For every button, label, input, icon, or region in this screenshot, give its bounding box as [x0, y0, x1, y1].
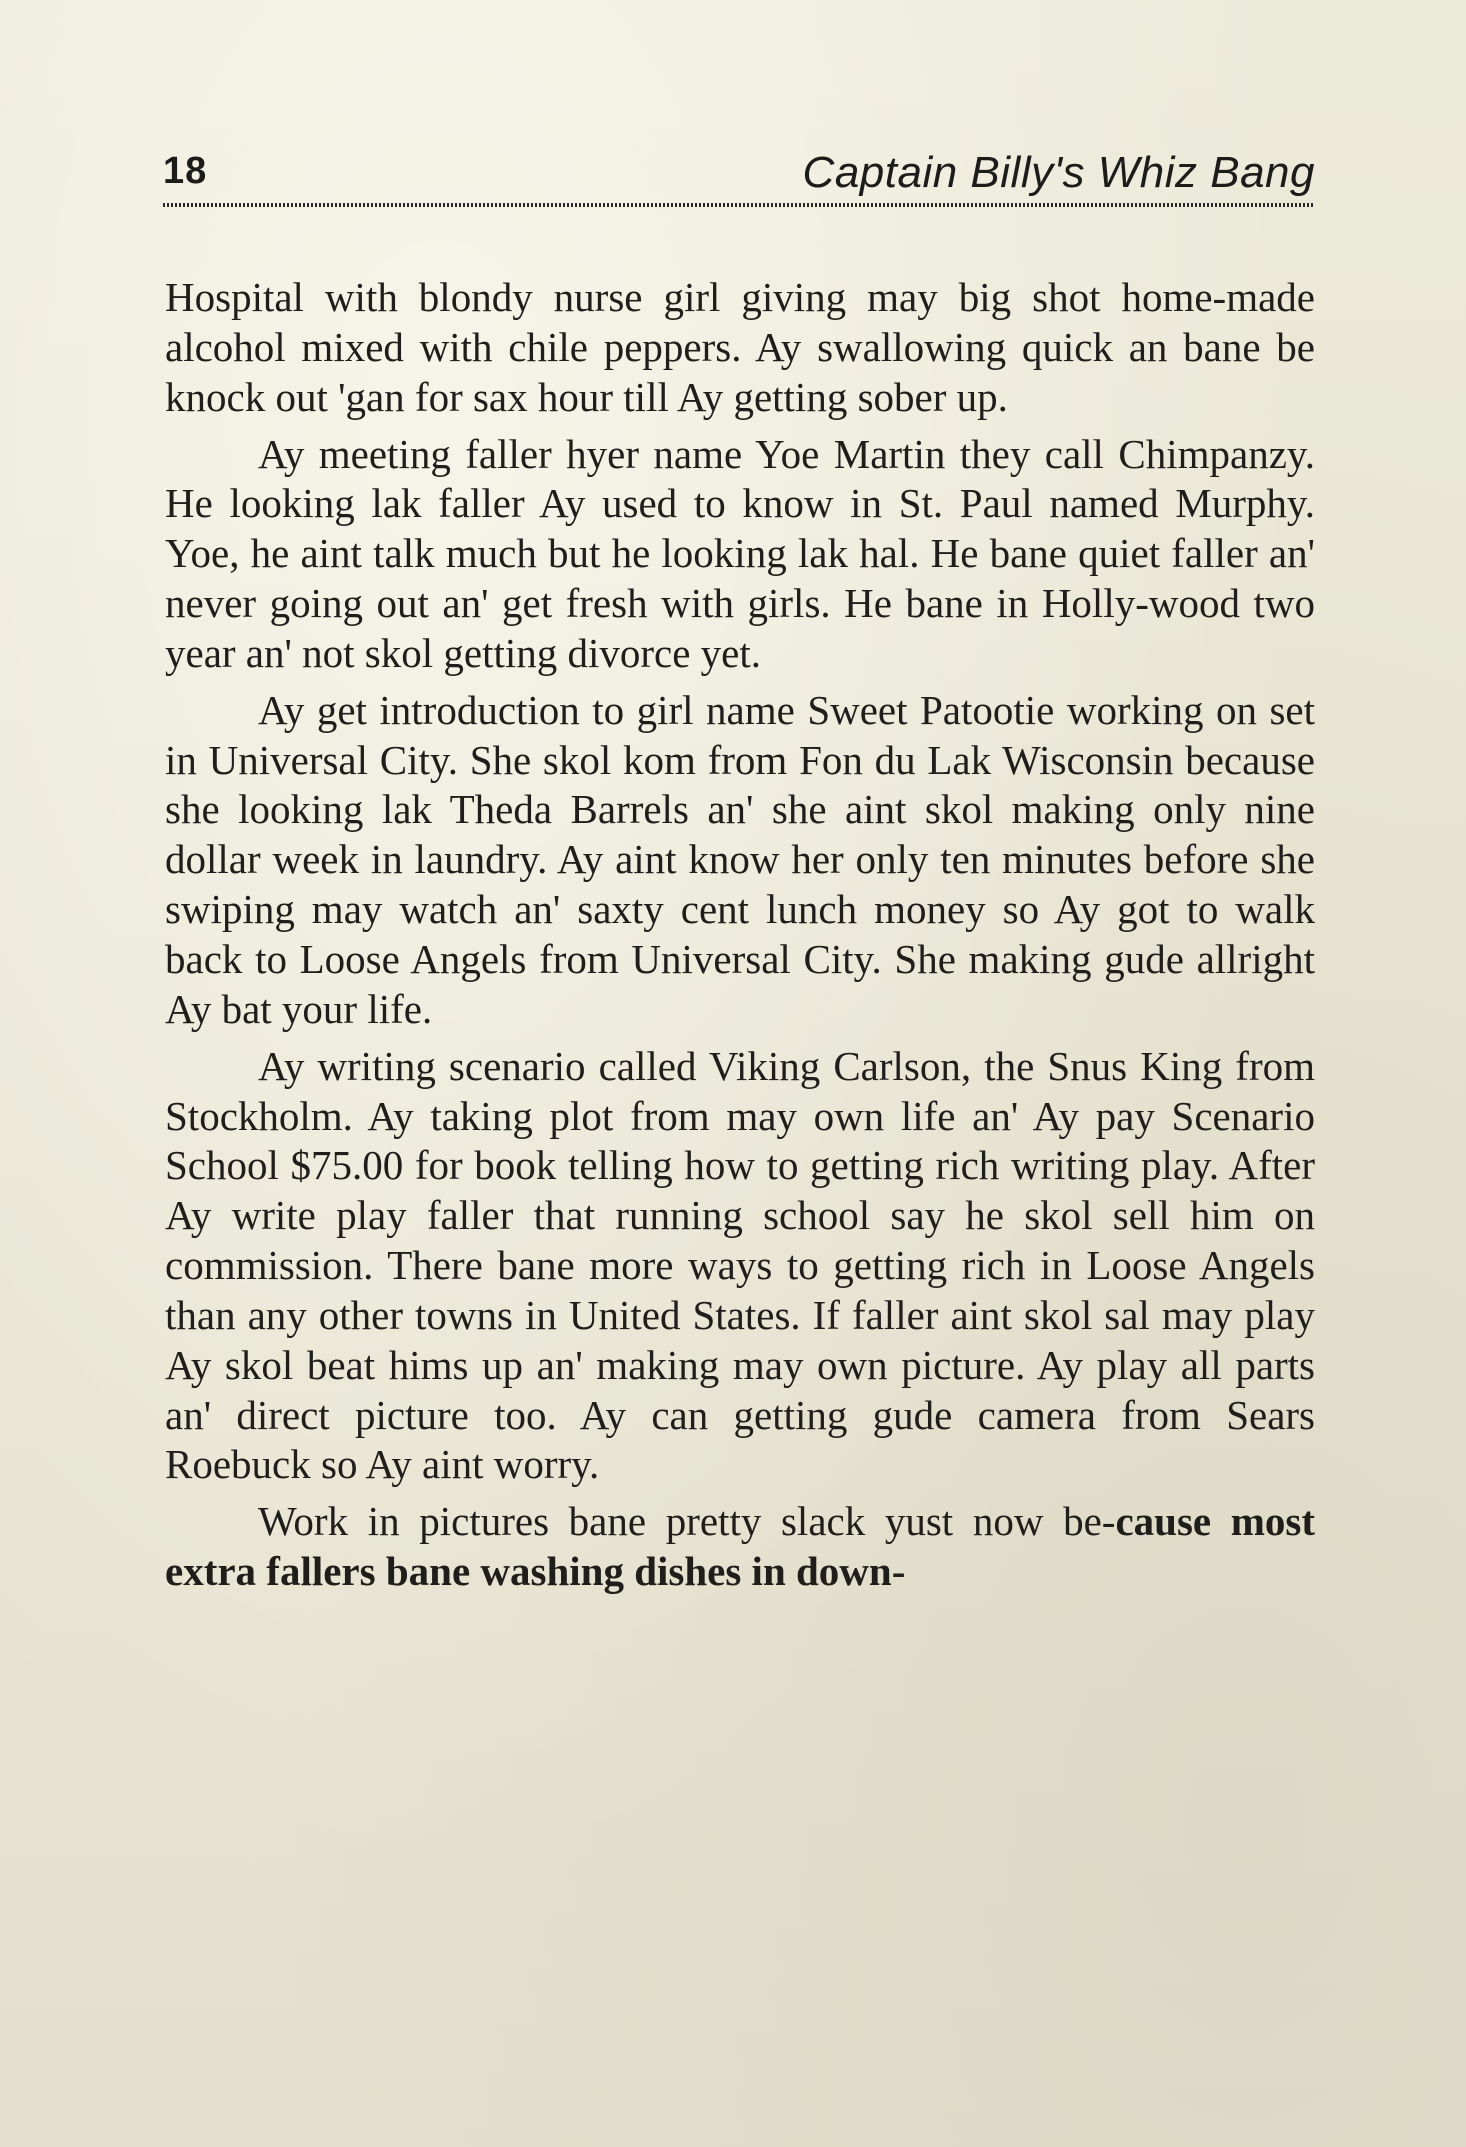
text-line: Snus King from Stockholm. Ay taking plot from may	[165, 1042, 1315, 1139]
text-line: camera from Sears Roebuck so Ay aint worry.	[165, 1391, 1316, 1488]
paragraph-3	[165, 686, 1315, 1035]
text-line: Ay writing scenario called Viking Carlson, the	[258, 1042, 1048, 1089]
text-line: in laundry. Ay aint know her only ten minutes before	[370, 836, 1261, 883]
text-line-hyphenated: Work in pictures bane pretty slack yust now be-	[258, 1498, 1116, 1545]
text-line: Barrels an' she aint skol making only nine dollar week	[165, 786, 1316, 883]
page-header	[163, 150, 1315, 200]
article-body	[165, 273, 1315, 1604]
text-line-hyphenated: cause most extra fallers bane washing dishes in down-	[165, 1498, 1315, 1595]
paragraph-1	[165, 273, 1315, 423]
text-line: Chimpanzy. He looking lak faller Ay used to know in	[165, 430, 1315, 527]
running-title: Captain Billy's Whiz Bang	[802, 148, 1315, 197]
header-divider	[163, 203, 1315, 207]
text-line: swallowing quick an bane be knock out 'gan for sax	[165, 323, 1315, 420]
text-line: working on set in Universal City. She skol kom from	[165, 686, 1315, 783]
text-line: Ay get introduction to girl name Sweet Patootie	[258, 686, 1067, 733]
text-line: rich in Loose Angels than any other towns in United	[165, 1242, 1315, 1338]
text-line-hyphenated: going out an' get fresh with girls. He bane in Holly-	[269, 580, 1149, 627]
text-line: Ay meeting faller hyer name Yoe Martin they call	[258, 430, 1119, 477]
text-line: States. If faller aint skol sal may play Ay skol beat	[165, 1291, 1315, 1388]
text-line: hour till Ay getting sober up.	[537, 373, 1008, 420]
paragraph-4	[165, 1042, 1315, 1491]
paragraph-2	[165, 430, 1315, 679]
text-line: St. Paul named Murphy. Yoe, he aint talk much but	[165, 480, 1315, 577]
text-line: Fon du Lak Wisconsin because she looking lak Theda	[165, 736, 1315, 833]
text-line: telling how to getting rich writing play. After Ay	[165, 1142, 1316, 1239]
page-number: 18	[163, 150, 208, 192]
text-line: hims up an' making may own picture. Ay play all	[388, 1341, 1236, 1388]
text-line: wood two year an' not skol getting divorce yet.	[165, 580, 1315, 676]
text-line: parts an' direct picture too. Ay can getting gude	[165, 1341, 1316, 1438]
text-line: she swiping may watch an' saxty cent lunch money so	[165, 836, 1315, 933]
text-line: own life an' Ay pay Scenario School $75.00 for book	[165, 1092, 1315, 1189]
text-line: home-made alcohol mixed with chile peppers. Ay	[165, 274, 1315, 370]
text-line: he looking lak hal. He bane quiet faller an' never	[165, 530, 1315, 627]
text-line: Ay got to walk back to Loose Angels from Universal	[165, 886, 1315, 982]
text-line: write play faller that running school say he skol sell	[231, 1192, 1190, 1239]
text-line: Hospital with blondy nurse girl giving may big shot	[165, 274, 1122, 320]
paragraph-5	[165, 1497, 1315, 1597]
text-line: City. She making gude allright Ay bat your life.	[165, 935, 1315, 1032]
text-line: him on commission. There bane more ways to getting	[165, 1192, 1315, 1289]
